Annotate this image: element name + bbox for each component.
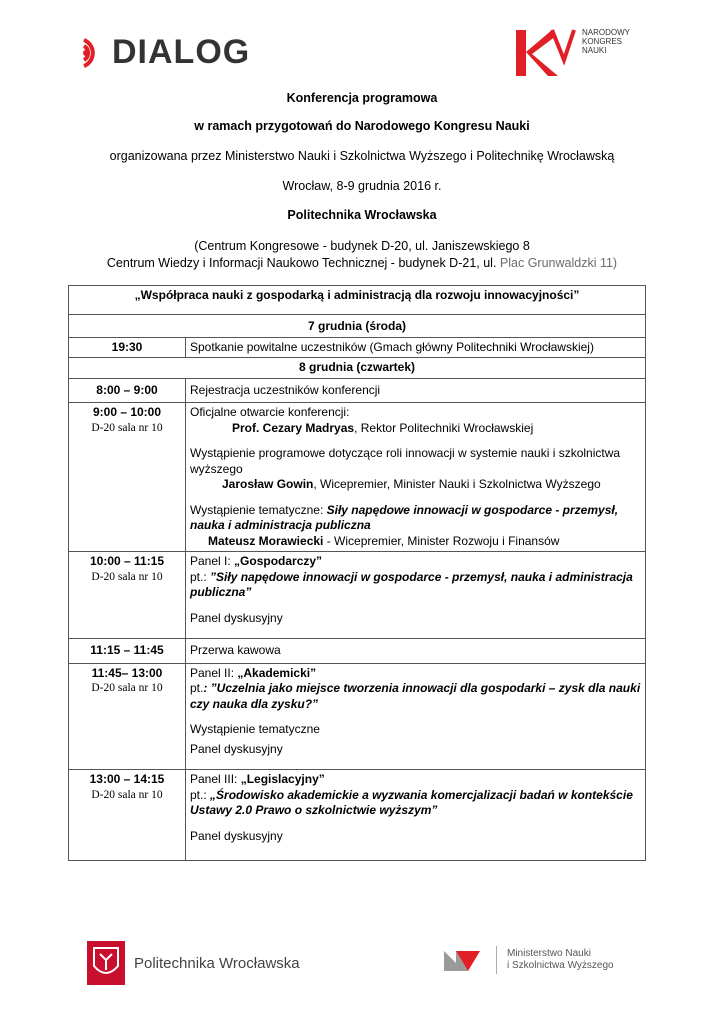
nkn-line3: NAUKI	[582, 46, 607, 55]
nkn-logo-icon	[512, 24, 578, 80]
header-line3: organizowana przez Ministerstwo Nauki i Szkolnictwa Wyższego i Politechnikę Wrocławską	[109, 149, 615, 163]
table-row	[69, 770, 646, 861]
table-row	[69, 286, 646, 315]
r7-subject-pre: pt.:	[190, 787, 211, 802]
row-time: 11:45– 13:00	[91, 665, 163, 680]
row-room: D-20 sala nr 10	[91, 788, 163, 801]
pwr-logo-text: Politechnika Wrocławska	[134, 954, 300, 972]
day1-heading: 7 grudnia (środa)	[69, 315, 646, 338]
ministry-line2: i Szkolnictwa Wyższego	[507, 960, 614, 971]
r7-panel-name: „Legislacyjny”	[240, 772, 325, 786]
table-row	[69, 337, 646, 358]
r4-panel-name: „Gospodarczy”	[234, 554, 323, 568]
table-row	[69, 315, 646, 338]
header-line4: Wrocław, 8-9 grudnia 2016 r.	[282, 179, 442, 193]
table-row	[69, 552, 646, 639]
program-title: „Współpraca nauki z gospodarką i administracją dla rozwoju innowacyjności”	[69, 286, 646, 315]
row-text: Rejestracja uczestników konferencji	[186, 378, 646, 403]
row-time: 8:00 – 9:00	[69, 378, 186, 403]
r3-opening: Oficjalne otwarcie konferencji:	[190, 405, 350, 419]
row-time: 11:15 – 11:45	[69, 639, 186, 664]
program-table	[68, 285, 646, 861]
table-row	[69, 378, 646, 403]
pwr-crest-icon	[86, 940, 126, 986]
dialog-logo-text: DIALOG	[112, 32, 251, 71]
r4-subject-title: ”Siły napędowe innowacji w gospodarce - przemysł, nauka i administracja publiczna”	[190, 569, 633, 599]
table-row	[69, 358, 646, 379]
r7-subject-title: „Środowisko akademickie a wyzwania komercjalizacji badań w kontekście Ustawy 2.0 Prawo o szkolnictwie wyższym”	[190, 787, 633, 817]
header-line6: (Centrum Kongresowe - budynek D-20, ul. Janiszewskiego 8	[194, 239, 530, 253]
r6-subject-pre: pt.	[190, 681, 204, 695]
header-line1: Konferencja programowa	[286, 91, 438, 105]
ministry-line1: Ministerstwo Nauki	[507, 948, 591, 959]
row-time: 13:00 – 14:15	[89, 772, 165, 786]
r3-keynote-name: Jarosław Gowin	[222, 477, 314, 491]
row-room: D-20 sala nr 10	[91, 682, 163, 694]
r3-keynote-role: , Wicepremier, Minister Nauki i Szkolnictwa Wyższego	[313, 477, 601, 491]
table-row	[69, 639, 646, 664]
row-time: 19:30	[69, 337, 186, 358]
r6-discussion: Panel dyskusyjny	[190, 741, 283, 756]
header-line7	[0, 255, 724, 271]
r4-discussion: Panel dyskusyjny	[190, 610, 283, 625]
ministry-logo-icon	[442, 947, 490, 973]
nkn-line2: KONGRES	[582, 37, 623, 46]
r6-thematic: Wystąpienie tematyczne	[190, 722, 320, 736]
r6-panel-name: „Akademicki”	[237, 665, 317, 680]
dialog-logo-icon	[80, 32, 110, 72]
r3-keynote: Wystąpienie programowe dotyczące roli innowacji w systemie nauki i szkolnictwa wyższego	[190, 446, 621, 476]
r3-thematic-pre: Wystąpienie tematyczne:	[190, 502, 327, 517]
row-time: 10:00 – 11:15	[89, 554, 165, 568]
table-row	[69, 663, 646, 770]
row-time: 9:00 – 10:00	[92, 405, 162, 419]
ministry-logo	[442, 946, 614, 974]
r7-discussion: Panel dyskusyjny	[190, 828, 283, 843]
r6-subject-title: : ”Uczelnia jako miejsce tworzenia innowacji dla gospodarki – zysk dla nauki czy nauka dla zysku?”	[190, 681, 641, 711]
r4-panel-pre: Panel I:	[190, 554, 235, 568]
r3-speaker-role: , Rektor Politechniki Wrocławskiej	[354, 420, 534, 435]
row-room: D-20 sala nr 10	[91, 570, 163, 583]
row-room: D-20 sala nr 10	[91, 421, 163, 434]
row-text: Spotkanie powitalne uczestników (Gmach główny Politechniki Wrocławskiej)	[186, 337, 646, 358]
dialog-logo	[80, 30, 250, 74]
r4-subject-pre: pt.:	[190, 569, 211, 584]
pwr-logo	[86, 940, 300, 986]
day2-heading: 8 grudnia (czwartek)	[69, 358, 646, 379]
r6-panel-pre: Panel II:	[190, 665, 238, 680]
r3-thematic-role: - Wicepremier, Minister Rozwoju i Finansów	[323, 533, 560, 548]
table-row	[69, 403, 646, 552]
r3-thematic-title: Siły napędowe innowacji w gospodarce - przemysł, nauka i administracja publiczna	[190, 502, 619, 532]
header-line7b: Plac Grunwaldzki 11)	[499, 256, 618, 270]
nkn-line1: NARODOWY	[582, 28, 630, 37]
header-line2: w ramach przygotowań do Narodowego Kongresu Nauki	[194, 119, 530, 133]
r3-thematic-name: Mateusz Morawiecki	[208, 533, 324, 548]
header-line7a: Centrum Wiedzy i Informacji Naukowo Technicznej - budynek D-21, ul.	[106, 256, 500, 270]
r7-panel-pre: Panel III:	[190, 772, 241, 786]
r3-speaker-name: Prof. Cezary Madryas	[232, 420, 355, 435]
row-text: Przerwa kawowa	[186, 639, 646, 664]
header-line5: Politechnika Wrocławska	[287, 208, 437, 222]
nkn-logo	[512, 24, 630, 80]
